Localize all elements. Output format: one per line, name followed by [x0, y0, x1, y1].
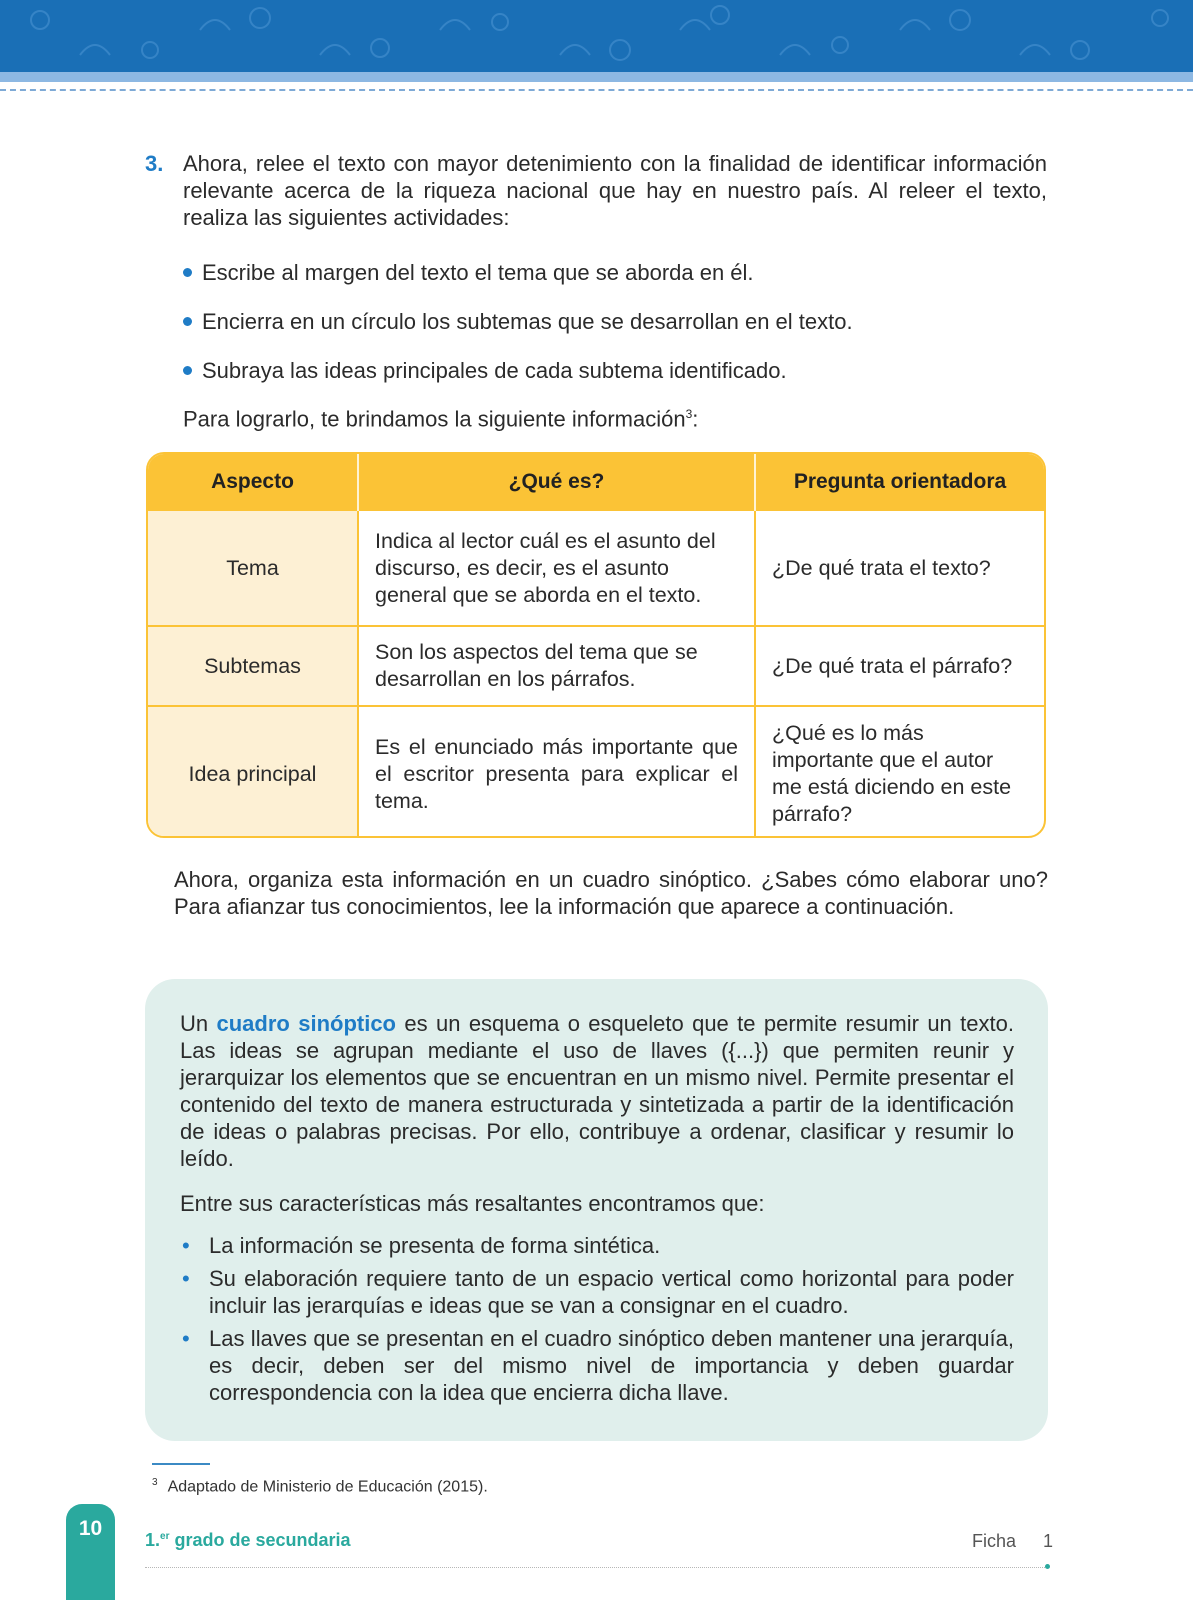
bullet-icon: •	[182, 1266, 190, 1291]
header-banner	[0, 0, 1193, 72]
list-item-text: Las llaves que se presentan en el cuadro sinóptico deben mantener una jerarquía, es decir, deben ser del mismo nivel de importancia y deben guardar correspondencia con la idea que encierra dicha llave.	[209, 1326, 1014, 1405]
aspect-cell: Tema	[148, 510, 358, 626]
highlight-term: cuadro sinóptico	[216, 1011, 396, 1036]
definition-start: Un	[180, 1011, 217, 1036]
bullet-icon	[183, 366, 192, 375]
paragraph-sinoptico-intro: Ahora, organiza esta información en un cuadro sinóptico. ¿Sabes cómo elaborar uno? Para afianzar tus conocimientos, lee la información que aparece a continuación.	[174, 867, 1048, 919]
column-header: Pregunta orientadora	[755, 454, 1044, 510]
table-header-row	[148, 454, 1044, 510]
banner-pattern	[0, 0, 1193, 72]
info-box	[145, 979, 1048, 1441]
question-text: Ahora, relee el texto con mayor detenimiento con la finalidad de identificar información relevante acerca de la riqueza nacional que hay en nuestro país. Al releer el texto, realiza las siguientes actividades:	[183, 151, 1047, 230]
lead-text: Para lograrlo, te brindamos la siguiente información	[183, 406, 686, 432]
activity-text: Subraya las ideas principales de cada subtema identificado.	[202, 358, 787, 383]
footnote-text: Adaptado de Ministerio de Educación (2015).	[167, 1478, 488, 1496]
page-number: 10	[78, 1517, 103, 1540]
table-row	[148, 626, 1044, 706]
column-header: Aspecto	[148, 454, 358, 510]
list-item	[180, 1325, 1014, 1406]
info-table	[146, 452, 1046, 838]
header-divider	[0, 89, 1193, 91]
list-item	[180, 1232, 1014, 1259]
question-number: 3.	[145, 151, 164, 176]
bullet-icon: •	[182, 1233, 190, 1258]
characteristics-intro: Entre sus características más resaltantes encontramos que:	[180, 1191, 765, 1216]
footnote-mark: 3	[152, 1477, 158, 1488]
grade-superscript: er	[160, 1531, 170, 1542]
bullet-icon: •	[182, 1326, 190, 1351]
list-item-text: La información se presenta de forma sintética.	[209, 1233, 661, 1258]
definition-paragraph	[180, 1010, 1014, 1172]
definition-cell: Es el enunciado más importante que el escritor presenta para explicar el tema.	[358, 706, 755, 838]
lead-sentence	[183, 401, 698, 432]
list-item-text: Su elaboración requiere tanto de un espacio vertical como horizontal para poder incluir las jerarquías e ideas que se van a consignar en el cuadro.	[209, 1266, 1014, 1318]
activity-item	[183, 357, 787, 384]
footnote-divider	[152, 1463, 210, 1465]
table-row	[148, 706, 1044, 838]
column-header: ¿Qué es?	[358, 454, 755, 510]
list-item	[180, 1265, 1014, 1319]
grade-text: grado de secundaria	[169, 1530, 351, 1550]
definition-rest: es un esquema o esqueleto que te permite resumir un texto. Las ideas se agrupan mediante el uso de llaves ({...}) que permiten reunir y jerarquizar los elementos que se encuentran en un mismo nivel. Permite presentar el contenido del texto de manera estructurada y sintetizada a partir de la identificación de ideas o palabras precisas. Por ello, contribuye a ordenar, clasificar y resumir lo leído.	[180, 1011, 1014, 1171]
question-cell: ¿De qué trata el párrafo?	[755, 626, 1044, 706]
page-number-tab	[66, 1504, 115, 1600]
aspect-cell: Subtemas	[148, 626, 358, 706]
grade-label	[145, 1530, 351, 1551]
bullet-icon	[183, 268, 192, 277]
footer-divider	[145, 1567, 1045, 1568]
banner-strip	[0, 72, 1193, 82]
activity-item	[183, 259, 754, 286]
definition-cell: Indica al lector cuál es el asunto del discurso, es decir, es el asunto general que se aborda en el texto.	[358, 510, 755, 626]
ficha-label: Ficha	[972, 1531, 1017, 1551]
activity-item	[183, 308, 853, 335]
activity-text: Encierra en un círculo los subtemas que se desarrollan en el texto.	[202, 309, 853, 334]
footnote	[152, 1477, 488, 1496]
grade-prefix: 1.	[145, 1530, 161, 1550]
characteristics-list	[180, 1232, 1014, 1412]
lead-end: :	[692, 406, 699, 432]
question-cell: ¿De qué trata el texto?	[755, 510, 1044, 626]
table-row	[148, 510, 1044, 626]
question-cell: ¿Qué es lo más importante que el autor me está diciendo en este párrafo?	[755, 706, 1044, 838]
ficha-number: 1	[1043, 1531, 1054, 1551]
aspect-cell: Idea principal	[148, 706, 358, 838]
footnote-ref[interactable]: 3	[685, 407, 693, 421]
definition-cell: Son los aspectos del tema que se desarrollan en los párrafos.	[358, 626, 755, 706]
bullet-icon	[183, 317, 192, 326]
footer-dot-icon	[1045, 1564, 1050, 1569]
activity-text: Escribe al margen del texto el tema que se aborda en él.	[202, 260, 754, 285]
